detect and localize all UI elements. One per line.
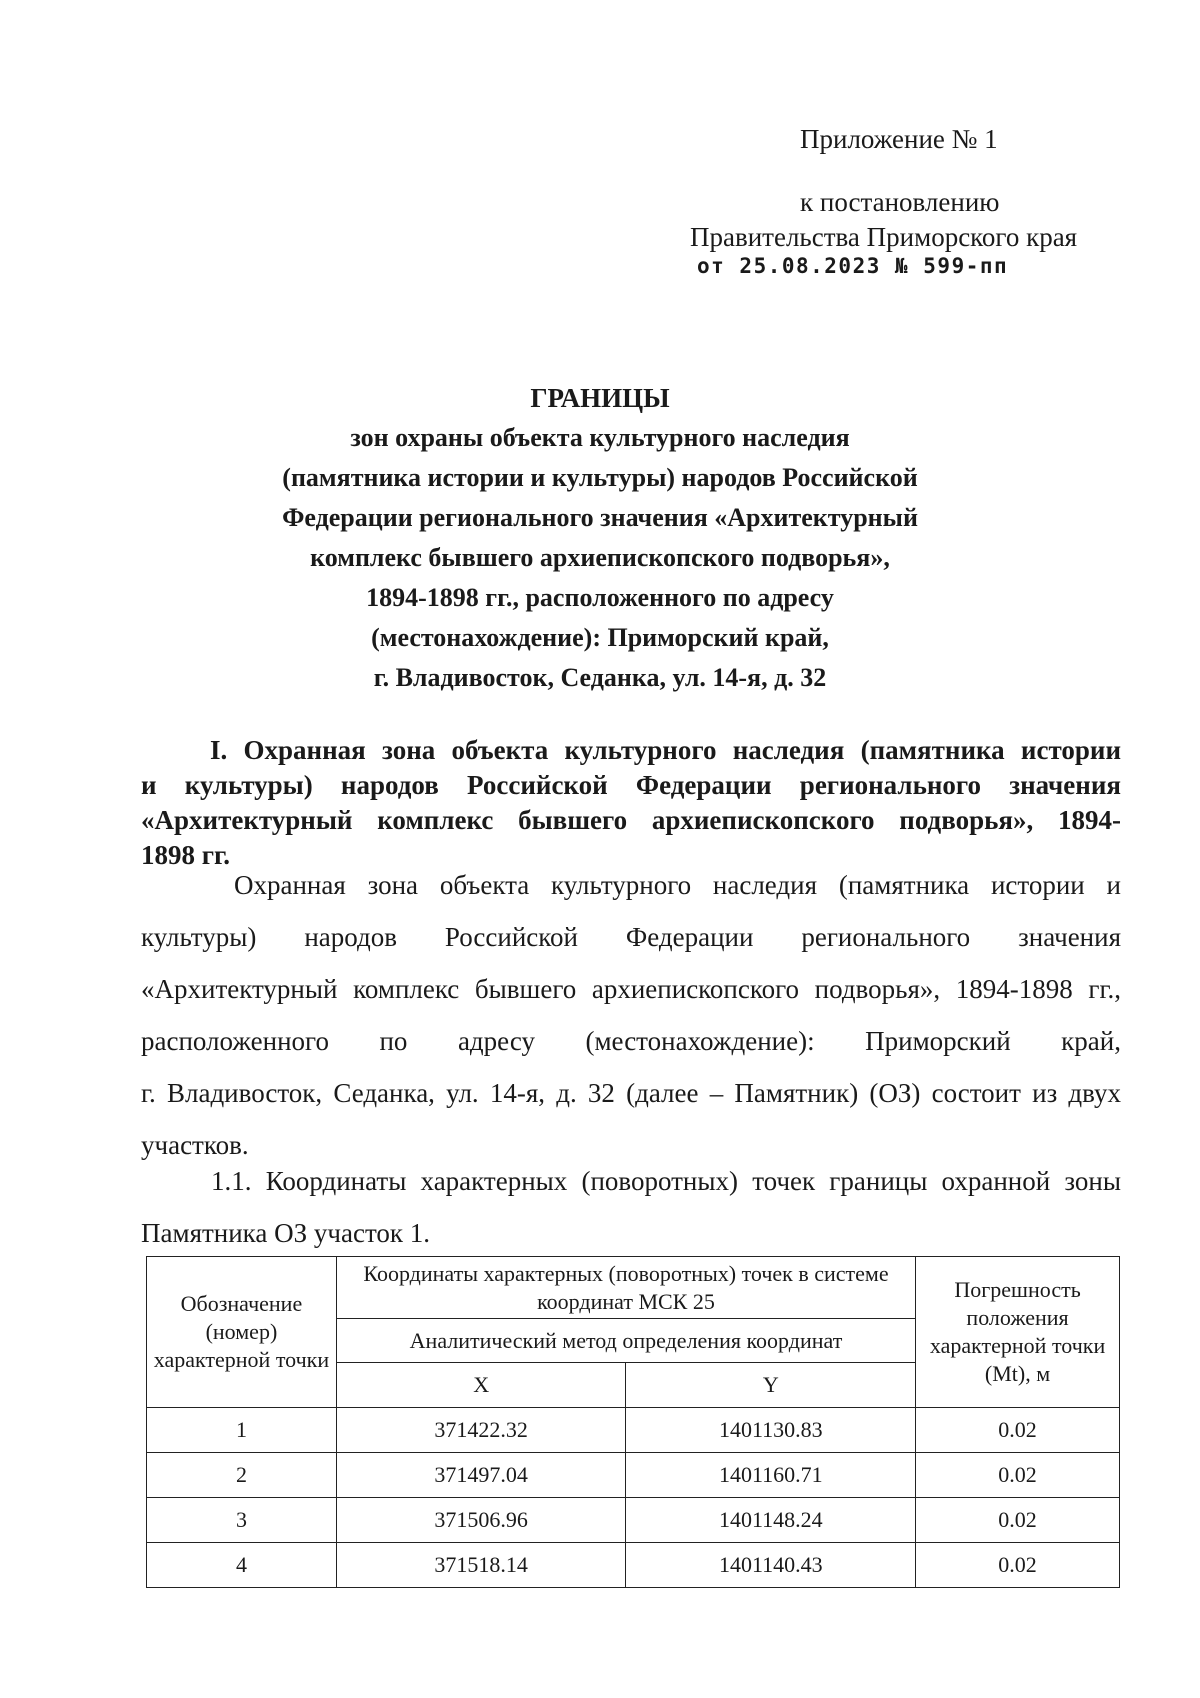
section-heading-line: 1898 гг. (141, 840, 230, 870)
paragraph-line: участков. (141, 1130, 249, 1160)
section-heading (141, 733, 1121, 873)
annex-resolution-ref: к постановлению (800, 187, 1000, 217)
paragraph-line: расположенного по адресу (местонахождение): Приморский край, (141, 1026, 1121, 1056)
paragraph-line: Памятника ОЗ участок 1. (141, 1218, 431, 1248)
table-row (147, 1408, 1120, 1453)
point-cell: 4 (147, 1543, 337, 1588)
protection-zone-paragraph (141, 859, 1121, 1171)
section-heading-line: I. Охранная зона объекта культурного наследия (памятника истории (210, 735, 1121, 765)
x-cell: 371518.14 (336, 1543, 626, 1588)
table-row (147, 1453, 1120, 1498)
error-cell: 0.02 (916, 1543, 1120, 1588)
point-label-header: Обозначение (номер) характерной точки (147, 1257, 337, 1408)
error-cell: 0.02 (916, 1453, 1120, 1498)
annex-government: Правительства Приморского края (690, 222, 1078, 252)
annex-title: Приложение № 1 (800, 124, 998, 154)
method-header: Аналитический метод определения координат (336, 1319, 915, 1363)
x-header: X (336, 1363, 626, 1408)
document-title-line: Федерации регионального значения «Архитектурный (282, 503, 918, 532)
point-cell: 1 (147, 1408, 337, 1453)
coordinates-intro-paragraph (141, 1155, 1121, 1259)
table-row (147, 1498, 1120, 1543)
table-row (147, 1543, 1120, 1588)
y-cell: 1401160.71 (626, 1453, 916, 1498)
x-cell: 371497.04 (336, 1453, 626, 1498)
document-title-line: (памятника истории и культуры) народов Российской (282, 463, 918, 492)
section-heading-line: «Архитектурный комплекс бывшего архиепископского подворья», 1894- (141, 805, 1121, 835)
y-cell: 1401140.43 (626, 1543, 916, 1588)
paragraph-line: «Архитектурный комплекс бывшего архиепископского подворья», 1894-1898 гг., (141, 974, 1121, 1004)
paragraph-line: Охранная зона объекта культурного наследия (памятника истории и (234, 870, 1121, 900)
document-title-line: комплекс бывшего архиепископского подворья», (310, 543, 890, 572)
document-title-line: (местонахождение): Приморский край, (371, 623, 829, 652)
y-cell: 1401130.83 (626, 1408, 916, 1453)
coordinates-table (146, 1256, 1120, 1588)
document-title (0, 378, 1200, 698)
annex-resolution-number: от 25.08.2023 № 599-пп (697, 254, 1009, 278)
point-cell: 3 (147, 1498, 337, 1543)
paragraph-line: 1.1. Координаты характерных (поворотных) точек границы охранной зоны (211, 1166, 1121, 1196)
document-title-heading: ГРАНИЦЫ (530, 383, 670, 413)
point-cell: 2 (147, 1453, 337, 1498)
y-header: Y (626, 1363, 916, 1408)
document-title-line: 1894-1898 гг., расположенного по адресу (366, 583, 834, 612)
paragraph-line: г. Владивосток, Седанка, ул. 14-я, д. 32 (далее – Памятник) (ОЗ) состоит из двух (141, 1078, 1121, 1108)
error-header: Погрешность положения характерной точки (Mt), м (916, 1257, 1120, 1408)
document-title-line: зон охраны объекта культурного наследия (350, 423, 850, 452)
paragraph-line: культуры) народов Российской Федерации регионального значения (141, 922, 1121, 952)
error-cell: 0.02 (916, 1408, 1120, 1453)
x-cell: 371506.96 (336, 1498, 626, 1543)
x-cell: 371422.32 (336, 1408, 626, 1453)
section-heading-line: и культуры) народов Российской Федерации регионального значения (141, 770, 1121, 800)
error-cell: 0.02 (916, 1498, 1120, 1543)
y-cell: 1401148.24 (626, 1498, 916, 1543)
coords-group-header: Координаты характерных (поворотных) точек в системе координат МСК 25 (336, 1257, 915, 1319)
document-title-line: г. Владивосток, Седанка, ул. 14-я, д. 32 (373, 663, 827, 692)
